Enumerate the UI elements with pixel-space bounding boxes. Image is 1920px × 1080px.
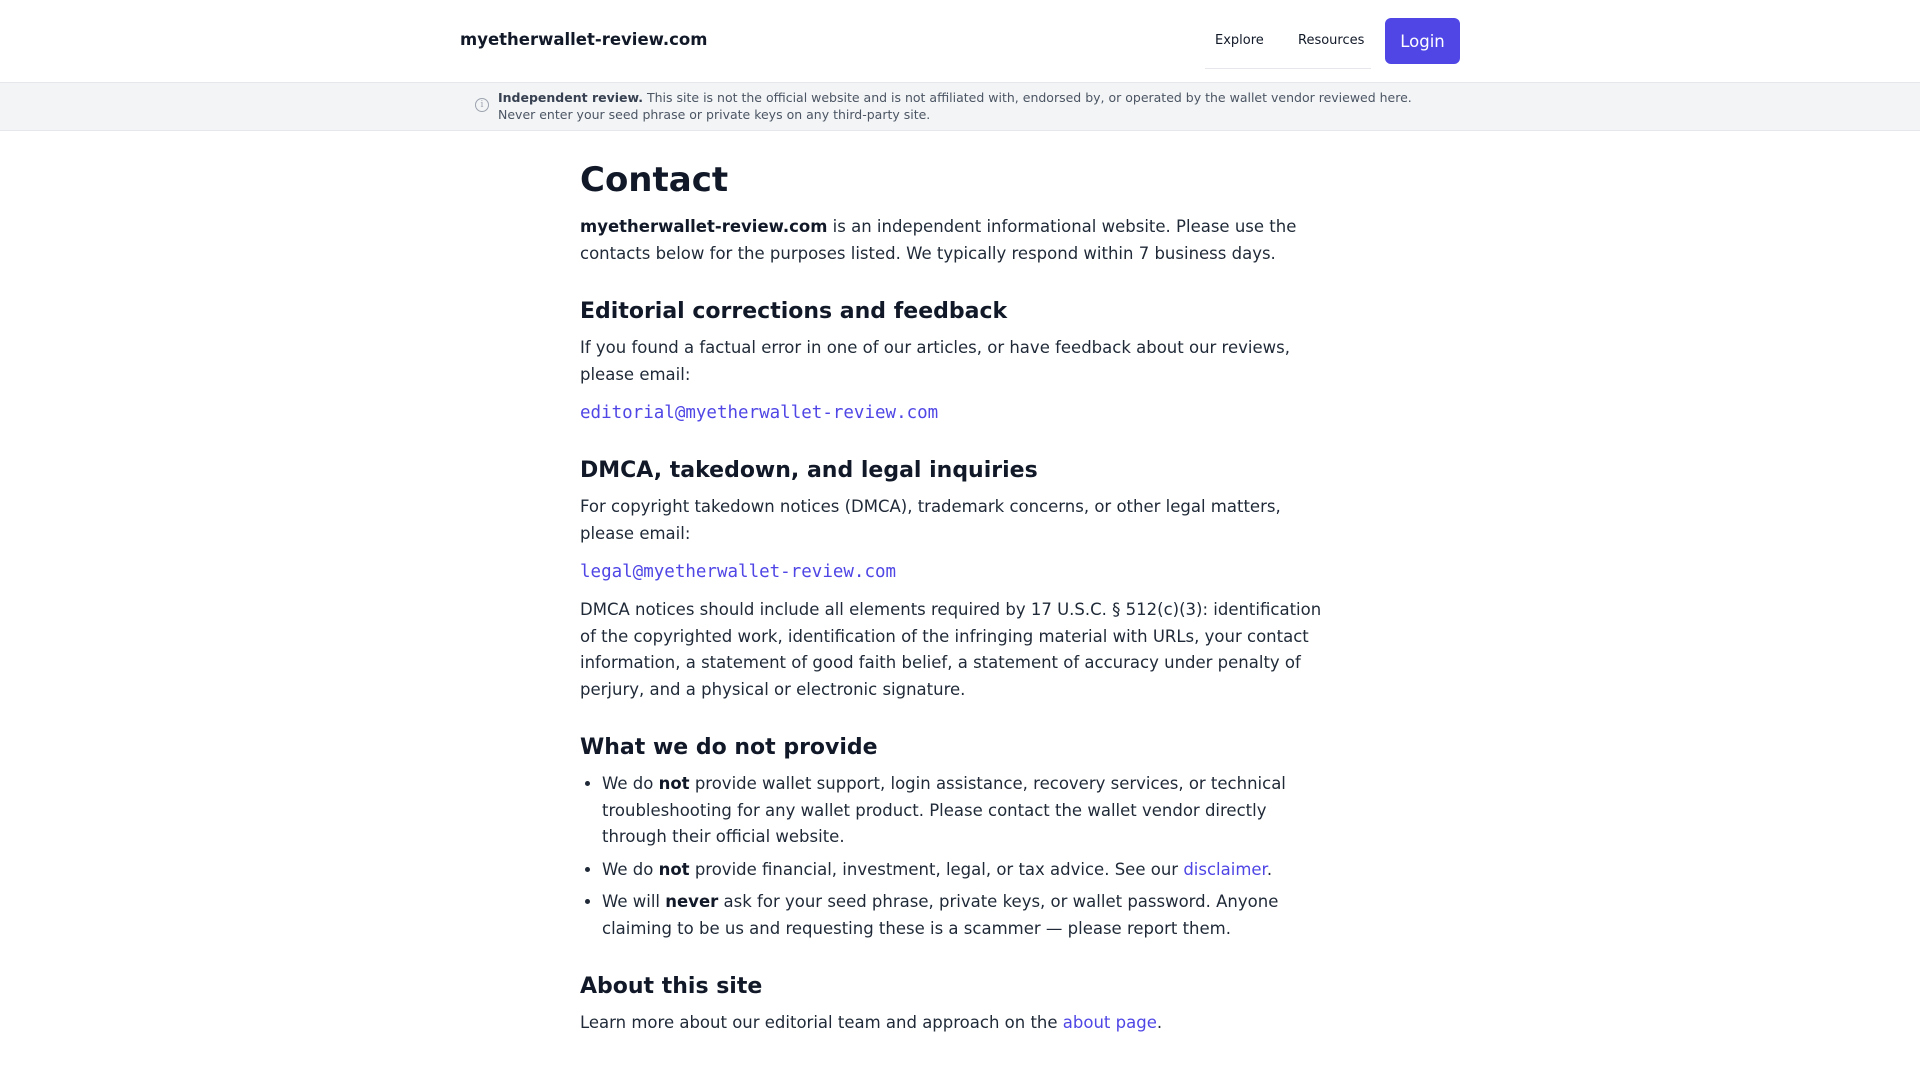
legal-heading: DMCA, takedown, and legal inquiries	[580, 458, 1038, 483]
disclaimer-link[interactable]: disclaimer	[1183, 859, 1267, 879]
intro-paragraph	[580, 214, 1335, 267]
legal-email-link[interactable]: legal@myetherwallet-review.com	[580, 562, 897, 582]
list-item-text: We will	[602, 892, 660, 911]
list-item	[602, 889, 1335, 942]
list-item-text: .	[1266, 859, 1273, 879]
intro-text: is an independent informational website. Please use the contacts below for the purposes listed. We typically respond within 7 business days.	[580, 217, 1297, 263]
about-heading: About this site	[580, 974, 763, 999]
list-item-text: We do	[602, 774, 654, 793]
info-icon: i	[475, 98, 489, 112]
list-item-text: provide financial, investment, legal, or tax advice. See our	[694, 859, 1179, 879]
nav-resources[interactable]: Resources	[1298, 33, 1365, 48]
editorial-text: If you found a factual error in one of our articles, or have feedback about our reviews, please email:	[580, 338, 1290, 384]
login-button[interactable]: Login	[1385, 18, 1460, 64]
list-item	[602, 771, 1335, 851]
independent-review-banner	[0, 82, 1920, 131]
list-item-text: ask for your seed phrase, private keys, or wallet password. Anyone claiming to be us and requesting these is a scammer — please report them.	[602, 892, 1279, 938]
list-item-emphasis: never	[665, 892, 719, 911]
intro-site-name: myetherwallet-review.com	[580, 217, 828, 236]
site-header	[0, 0, 1920, 82]
notice-body: This site is not the official website and is not affiliated with, endorsed by, or operated by the wallet vendor reviewed here. Never enter your seed phrase or private keys on any third-party site.	[498, 90, 1412, 122]
not-provide-heading: What we do not provide	[580, 735, 878, 760]
list-item-text: provide wallet support, login assistance, recovery services, or technical troubleshooting for any wallet product. Please contact the wallet vendor directly through their official website.	[602, 774, 1286, 846]
list-item-emphasis: not	[658, 859, 690, 879]
about-page-link[interactable]: about page	[1062, 1013, 1157, 1032]
dmca-note: DMCA notices should include all elements required by 17 U.S.C. § 512(c)(3): identification of the copyrighted work, identification of the infringing material with URLs, your contact information, a statement of good faith belief, a statement of accuracy under penalty of perjury, and a physical or electronic signature.	[580, 600, 1322, 699]
nav-explore[interactable]: Explore	[1215, 33, 1264, 48]
main-content	[580, 158, 1335, 1049]
site-brand[interactable]: myetherwallet-review.com	[460, 30, 708, 49]
legal-text: For copyright takedown notices (DMCA), trademark concerns, or other legal matters, please email:	[580, 497, 1281, 543]
page-title: Contact	[580, 160, 729, 200]
about-text: Learn more about our editorial team and approach on the	[580, 1013, 1058, 1032]
top-nav	[1205, 16, 1371, 69]
list-item-text: We do	[602, 859, 654, 879]
about-text-end: .	[1156, 1013, 1163, 1032]
not-provide-list	[602, 771, 1335, 942]
editorial-heading: Editorial corrections and feedback	[580, 299, 1008, 324]
notice-text	[498, 89, 1438, 123]
about-paragraph	[580, 1010, 1335, 1037]
list-item-emphasis: not	[658, 774, 690, 793]
editorial-email-link[interactable]: editorial@myetherwallet-review.com	[580, 403, 939, 423]
list-item	[602, 857, 1335, 884]
notice-title: Independent review.	[498, 90, 644, 105]
